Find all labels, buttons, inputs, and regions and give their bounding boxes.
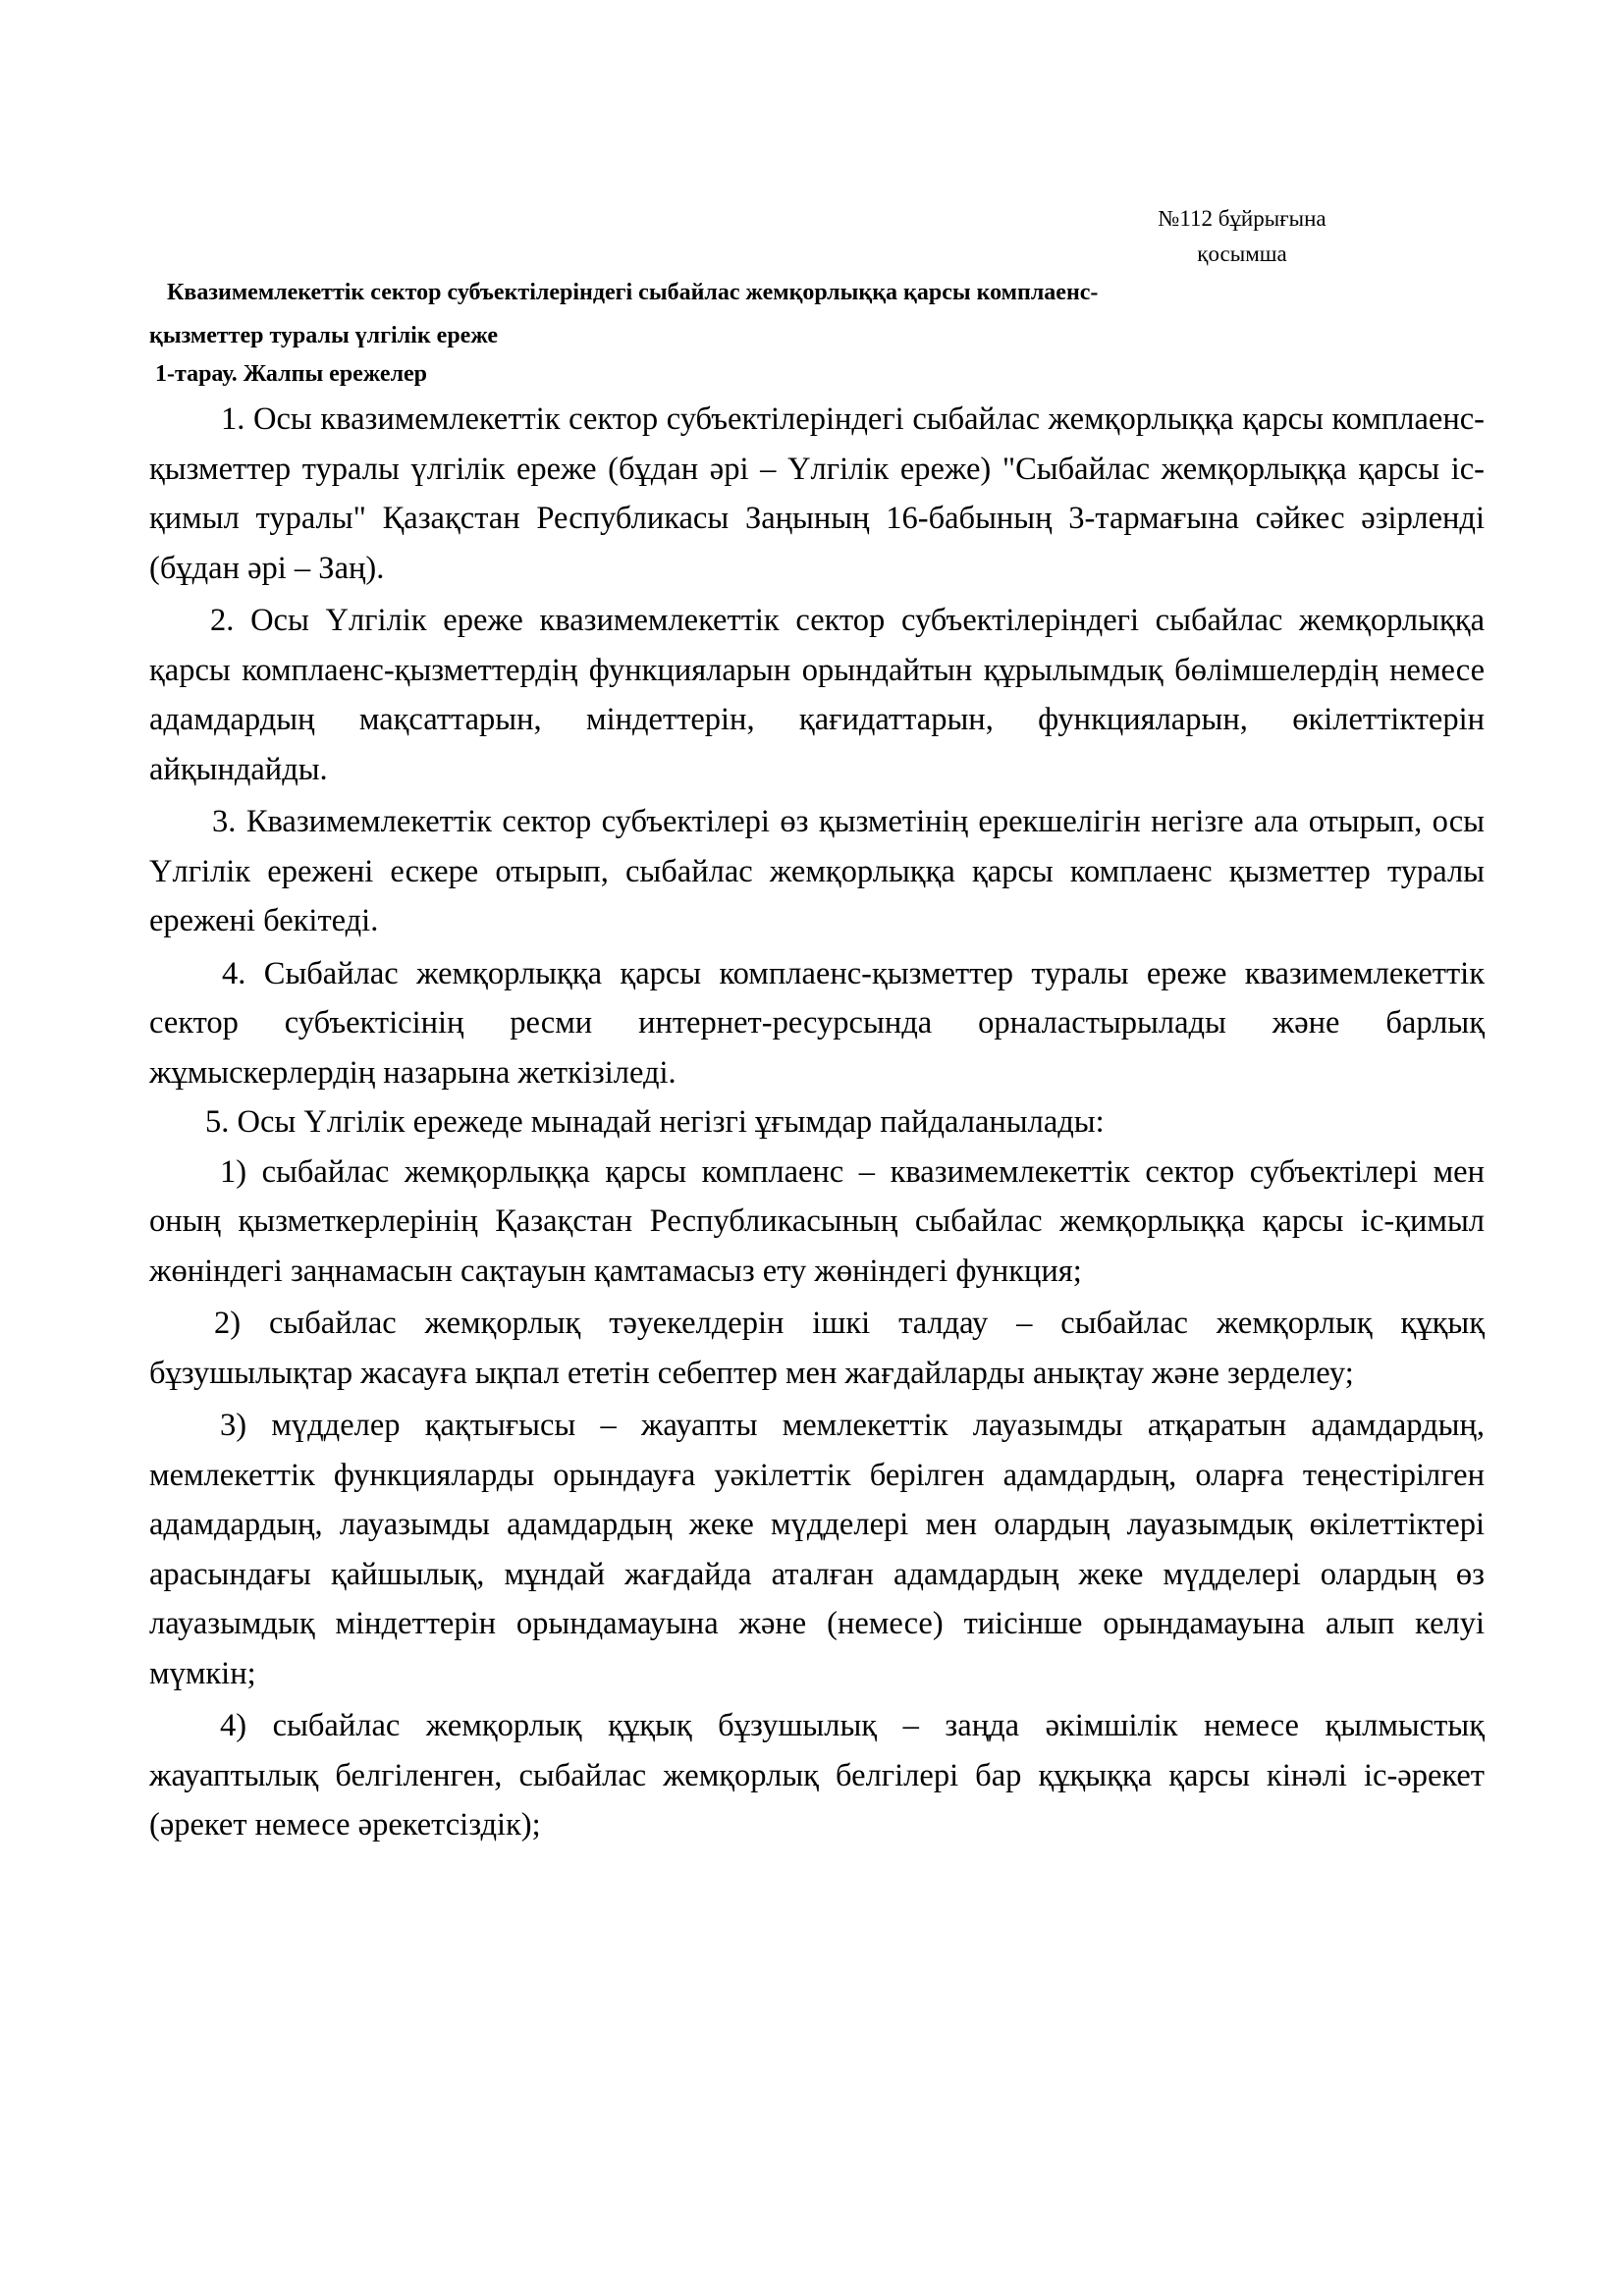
definition-2: 2) сыбайлас жемқорлық тәуекелдерін ішкі талдау – сыбайлас жемқорлық құқық бұзушылықтар жасауға ықпал ететін себептер мен жағдайларды анықтау және зерделеу;: [149, 1306, 1485, 1391]
document-title-line-1: Квазимемлекеттік сектор субъектілеріндегі сыбайлас жемқорлыққа қарсы комплаенс-: [167, 280, 1099, 305]
definition-4: 4) сыбайлас жемқорлық құқық бұзушылық – заңда әкімшілік немесе қылмыстық жауаптылық белгіленген, сыбайлас жемқорлық белгілері бар құқыққа қарсы кінәлі іс-әрекет (әрекет немесе әрекетсіздік);: [149, 1708, 1485, 1842]
document-body: [149, 395, 1485, 1850]
chapter-heading: 1-тарау. Жалпы ережелер: [155, 361, 428, 387]
definition-3: 3) мүдделер қақтығысы – жауапты мемлекеттік лауазымды атқаратын адамдардың, мемлекеттік функцияларды орындауға уәкілеттік берілген адамдардың, оларға теңестірілген адамдардың, лауазымды адамдардың жеке мүдделері мен олардың лауазымдық өкілеттіктері арасындағы қайшылық, мұндай жағдайда аталған адамдардың жеке мүдделері олардың өз лауазымдық міндеттерін орындамауына және (немесе) тиісінше орындамауына алып келуі мүмкін;: [149, 1408, 1485, 1691]
definition-1: 1) сыбайлас жемқорлыққа қарсы комплаенс – квазимемлекеттік сектор субъектілері мен оның қызметкерлерінің Қазақстан Республикасының сыбайлас жемқорлыққа қарсы іс-қимыл жөніндегі заңнамасын сақтауын қамтамасыз ету жөніндегі функция;: [149, 1153, 1485, 1289]
annex-label: қосымша: [1197, 241, 1287, 266]
paragraph-4: 4. Сыбайлас жемқорлыққа қарсы комплаенс-қызметтер туралы ереже квазимемлекеттік сектор субъектісінің ресми интернет-ресурсында орналастырылады және барлық жұмыскерлердің назарына жеткізіледі.: [149, 955, 1485, 1091]
paragraph-5: 5. Осы Үлгілік ережеде мынадай негізгі ұғымдар пайдаланылады:: [205, 1104, 1105, 1140]
paragraph-2: 2. Осы Үлгілік ереже квазимемлекеттік сектор субъектілеріндегі сыбайлас жемқорлыққа қарсы комплаенс-қызметтердің функцияларын орындайтын құрылымдық бөлімшелердің немесе адамдардың мақсаттарын, міндеттерін, қағидаттарын, функцияларын, өкілеттіктерін айқындайды.: [149, 603, 1485, 787]
annex-order-reference: №112 бұйрығына: [1158, 206, 1326, 231]
paragraph-3: 3. Квазимемлекеттік сектор субъектілері өз қызметінің ерекшелігін негізге ала отырып, осы Үлгілік ережені ескере отырып, сыбайлас жемқорлыққа қарсы комплаенс қызметтер туралы ережені бекітеді.: [149, 804, 1485, 938]
annex-note: [1124, 201, 1360, 272]
document-title-line-2: қызметтер туралы үлгілік ереже: [149, 323, 499, 348]
document-title: [149, 271, 1443, 357]
paragraph-1: 1. Осы квазимемлекеттік сектор субъектілеріндегі сыбайлас жемқорлыққа қарсы комплаенс-қызметтер туралы үлгілік ереже (бұдан әрі – Үлгілік ереже) "Сыбайлас жемқорлыққа қарсы іс-қимыл туралы" Қазақстан Республикасы Заңының 16-бабының 3-тармағына сәйкес әзірленді (бұдан әрі – Заң).: [149, 401, 1485, 586]
